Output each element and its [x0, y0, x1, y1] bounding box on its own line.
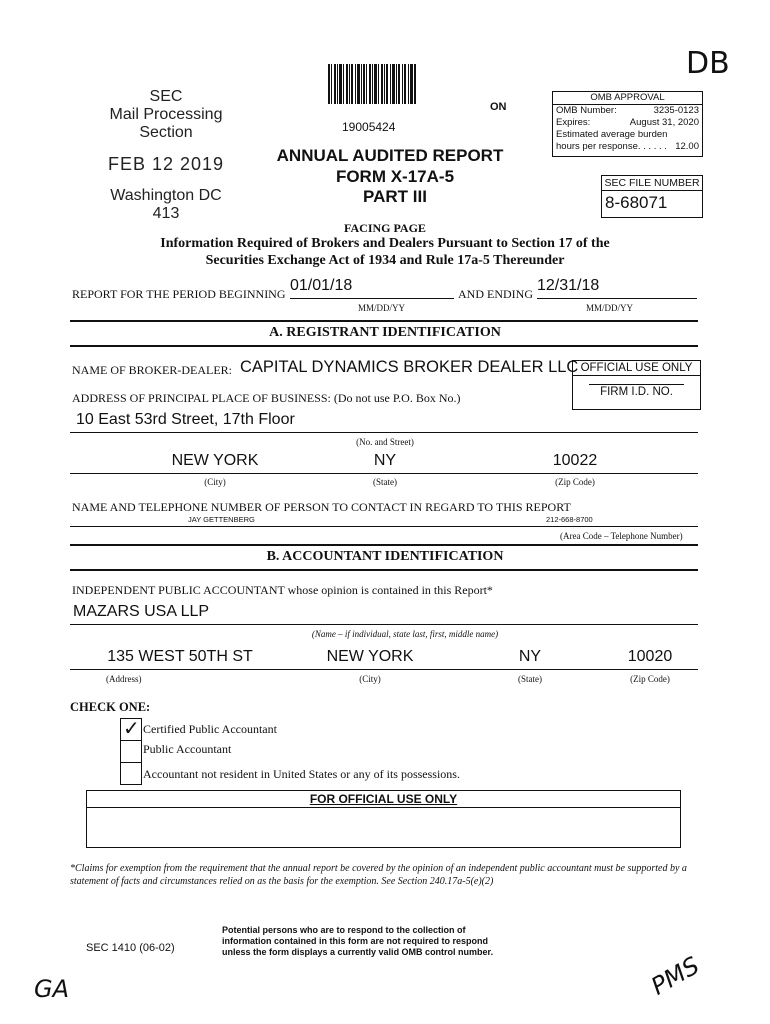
handwritten-initials-bottom-left: GA	[34, 975, 70, 1003]
acct-state-caption: (State)	[518, 674, 542, 684]
phone-caption: (Area Code – Telephone Number)	[560, 531, 683, 541]
stamp-line-sec: SEC	[149, 88, 183, 105]
acct-city-caption: (City)	[359, 674, 381, 684]
omb-notice-line-1: Potential persons who are to respond to the collection of	[222, 925, 466, 935]
accountant-name-caption: (Name – if individual, state last, first, middle name)	[311, 629, 499, 639]
section-b-bottom-rule	[70, 569, 698, 571]
sec-file-number-box	[601, 175, 703, 218]
firm-state: NY	[373, 452, 397, 469]
footnote: *Claims for exemption from the requirement that the annual report be covered by the opinion of an independent public accountant must be supported by a statement of facts and circumstances relied on as the basis for the exemption. See Section 240.17a-5(e)(2)	[70, 863, 687, 887]
accountant-zip: 10020	[627, 648, 673, 665]
info-line-1: Information Required of Brokers and Dealers Pursuant to Section 17 of the	[160, 236, 610, 251]
period-end-format: MM/DD/YY	[586, 303, 634, 313]
contact-name: JAY GETTENBERG	[188, 515, 255, 524]
official-use-label: OFFICIAL USE ONLY	[573, 361, 700, 376]
form-part: PART III	[363, 187, 427, 206]
acct-zip-caption: (Zip Code)	[630, 674, 670, 684]
public-accountant-checkbox[interactable]	[120, 740, 142, 763]
omb-number-value: 3235-0123	[653, 105, 699, 116]
omb-burden-value: 12.00	[675, 141, 699, 152]
accountant-state: NY	[518, 648, 542, 665]
stamp-line-mail: Mail Processing	[109, 106, 223, 123]
nonresident-accountant-checkbox[interactable]	[120, 762, 142, 785]
official-use-line	[589, 384, 684, 385]
period-end-value: 12/31/18	[537, 277, 600, 294]
form-number: FORM X-17A-5	[335, 167, 455, 186]
section-a-bottom-rule	[70, 345, 698, 347]
stamp-number: 413	[152, 205, 180, 222]
accountant-address: 135 WEST 50TH ST	[107, 648, 253, 665]
contact-label: NAME AND TELEPHONE NUMBER OF PERSON TO CONTACT IN REGARD TO THIS REPORT	[72, 500, 571, 514]
state-caption: (State)	[373, 477, 397, 487]
section-b-top-rule	[70, 544, 698, 546]
accountant-city: NEW YORK	[326, 648, 414, 665]
received-stamp	[100, 88, 232, 223]
section-b-heading: B. ACCOUNTANT IDENTIFICATION	[266, 549, 504, 564]
broker-dealer-label: NAME OF BROKER-DEALER:	[72, 363, 233, 377]
cpa-checkbox[interactable]	[120, 718, 142, 741]
omb-number-row	[553, 105, 702, 117]
period-end-line	[537, 298, 697, 299]
firm-id-label: FIRM I.D. NO.	[600, 386, 673, 398]
street-caption: (No. and Street)	[356, 437, 414, 447]
title-fragment: ON	[490, 101, 507, 113]
accountant-line	[70, 624, 698, 625]
omb-notice	[222, 925, 493, 958]
check-mark-icon: ✓	[123, 716, 140, 740]
check-one-heading: CHECK ONE:	[70, 700, 151, 714]
city-caption: (City)	[204, 477, 226, 487]
firm-zip: 10022	[552, 452, 598, 469]
accountant-name: MAZARS USA LLP	[73, 603, 210, 620]
form-title: ANNUAL AUDITED REPORT	[276, 146, 504, 165]
accountant-address-line	[70, 669, 698, 670]
info-line-2: Securities Exchange Act of 1934 and Rule 17a-5 Thereunder	[205, 253, 565, 268]
omb-approval-box	[552, 91, 703, 157]
omb-burden-row	[553, 141, 702, 153]
omb-burden-line1: Estimated average burden	[556, 129, 668, 140]
handwritten-initials-bottom-right: PMS	[646, 951, 705, 1001]
omb-burden-label: hours per response. . . . . .	[556, 141, 667, 152]
handwritten-initials-top: DB	[686, 46, 730, 81]
sec-file-value: 8-68071	[605, 193, 668, 212]
omb-notice-line-3: unless the form displays a currently valid OMB control number.	[222, 947, 494, 957]
stamp-date: FEB 12 2019	[107, 154, 225, 174]
period-end-label: AND ENDING	[458, 287, 533, 301]
sec-file-header: SEC FILE NUMBER	[602, 176, 702, 191]
official-use-box	[572, 360, 701, 410]
omb-header: OMB APPROVAL	[553, 92, 702, 105]
omb-expires-value: August 31, 2020	[629, 117, 699, 128]
nonresident-option-label: Accountant not resident in United States or any of its possessions.	[143, 767, 460, 781]
omb-expires-row	[553, 117, 702, 129]
city-line	[70, 473, 698, 474]
omb-notice-line-2: information contained in this form are not required to respond	[222, 936, 489, 946]
period-begin-label: REPORT FOR THE PERIOD BEGINNING	[72, 287, 286, 301]
zip-caption: (Zip Code)	[555, 477, 595, 487]
public-accountant-option-label: Public Accountant	[143, 742, 232, 756]
barcode-number: 19005424	[342, 120, 396, 134]
section-a-heading: A. REGISTRANT IDENTIFICATION	[269, 325, 501, 340]
period-begin-line	[290, 298, 454, 299]
barcode	[328, 64, 416, 104]
omb-number-label: OMB Number:	[556, 105, 617, 116]
stamp-line-section: Section	[139, 124, 193, 141]
cpa-option-label: Certified Public Accountant	[143, 722, 277, 736]
stamp-city: Washington DC	[110, 187, 222, 204]
period-begin-value: 01/01/18	[290, 277, 353, 294]
for-official-use-heading: FOR OFFICIAL USE ONLY	[87, 791, 680, 808]
broker-dealer-name: CAPITAL DYNAMICS BROKER DEALER LLC	[240, 358, 579, 376]
period-begin-format: MM/DD/YY	[358, 303, 406, 313]
address-label: ADDRESS OF PRINCIPAL PLACE OF BUSINESS: (Do not use P.O. Box No.)	[72, 391, 461, 405]
omb-expires-label: Expires:	[556, 117, 591, 128]
section-a-top-rule	[70, 320, 698, 322]
contact-line	[70, 526, 698, 527]
address-caption: (Address)	[106, 674, 142, 684]
firm-city: NEW YORK	[171, 452, 259, 469]
facing-page-label: FACING PAGE	[344, 221, 426, 235]
form-identifier: SEC 1410 (06-02)	[86, 942, 175, 954]
for-official-use-box	[86, 790, 681, 848]
accountant-label: INDEPENDENT PUBLIC ACCOUNTANT whose opinion is contained in this Report*	[72, 583, 493, 597]
street-line	[70, 432, 698, 433]
contact-phone: 212-668-8700	[546, 515, 593, 524]
street-address: 10 East 53rd Street, 17th Floor	[76, 411, 295, 428]
